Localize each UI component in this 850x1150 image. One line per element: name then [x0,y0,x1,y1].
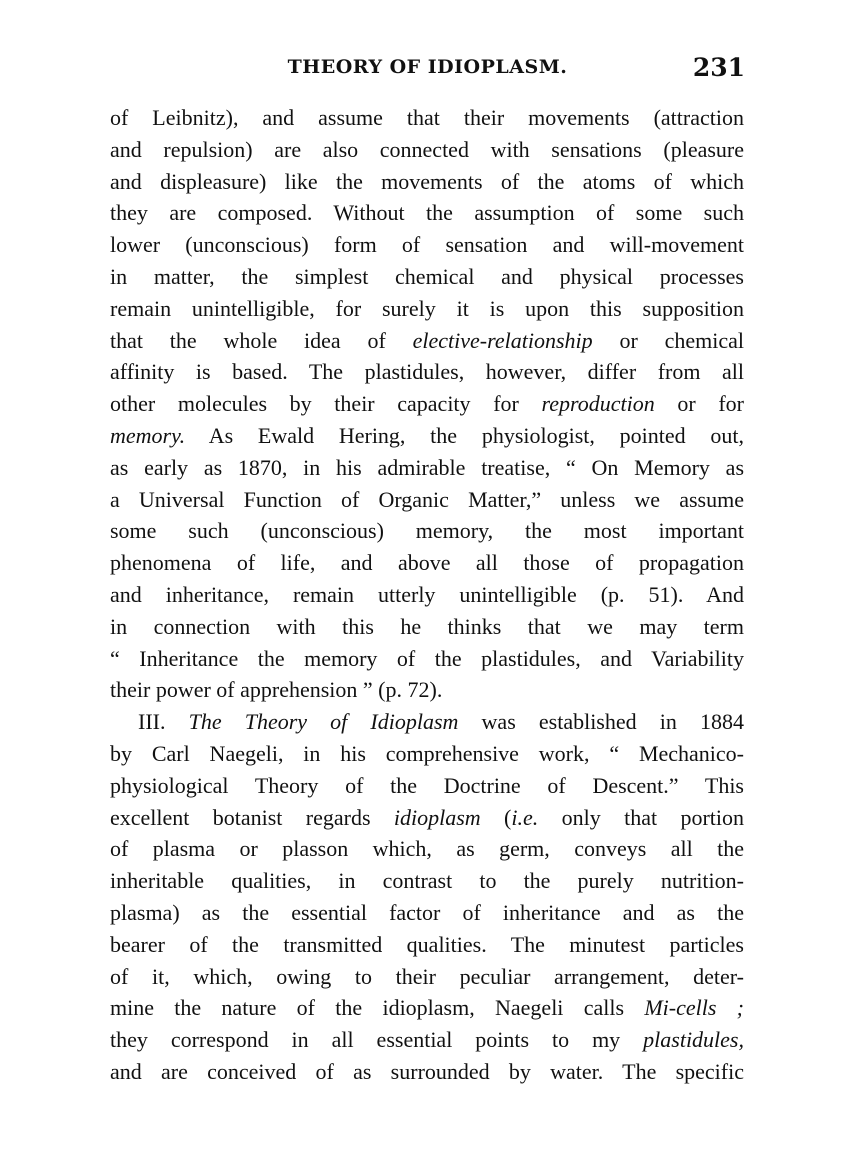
text-line [110,420,744,452]
text-segment: and are conceived of as surrounded by water. The specific [110,1058,744,1084]
text-line [110,388,744,420]
italic-text: The Theory of Idioplasm [188,709,459,735]
text-line [110,293,744,325]
text-segment: lower (unconscious) form of sensation and will-movement [110,232,744,258]
text-segment: and displeasure) like the movements of the atoms of which [110,168,744,194]
text-line [110,674,744,706]
text-segment: a Universal Function of Organic Matter,” unless we assume [110,486,744,512]
text-line [110,865,744,897]
text-line [110,992,744,1024]
text-segment: in connection with this he thinks that we may term [110,613,744,639]
text-line [110,1024,744,1056]
italic-text: i.e. [511,804,539,830]
text-line [110,166,744,198]
text-segment: excellent botanist regards [110,804,394,830]
text-line [110,452,744,484]
text-segment: bearer of the transmitted qualities. The minutest particles [110,931,744,957]
italic-text: reproduction [541,391,655,417]
text-line [110,643,744,675]
text-segment: affinity is based. The plastidules, however, differ from all [110,359,744,385]
text-line [110,515,744,547]
text-segment: phenomena of life, and above all those of propagation [110,550,744,576]
text-segment: that the whole idea of [110,327,413,353]
text-line [110,929,744,961]
text-segment: inheritable qualities, in contrast to the purely nutrition- [110,868,744,894]
text-segment: or chemical [592,327,744,353]
text-segment: they correspond in all essential points to my [110,1027,644,1053]
text-segment: in matter, the simplest chemical and physical processes [110,263,744,289]
text-segment: of it, which, owing to their peculiar arrangement, deter- [110,963,744,989]
text-segment: only that portion [538,804,744,830]
text-line [110,706,744,738]
text-line [110,229,744,261]
text-segment: of Leibnitz), and assume that their movements (attraction [110,105,744,130]
text-line [110,484,744,516]
italic-text: plastidules, [643,1027,744,1053]
text-line [110,579,744,611]
text-segment: and inheritance, remain utterly unintelligible (p. 51). And [110,581,744,607]
text-line [110,738,744,770]
page-number: 231 [692,53,745,82]
italic-text: idioplasm [393,804,481,830]
text-segment: of plasma or plasson which, as germ, conveys all the [110,836,744,862]
text-segment: ( [480,804,512,830]
text-line [110,833,744,865]
italic-text: memory. [110,422,186,448]
text-line [110,356,744,388]
text-segment: as early as 1870, in his admirable treatise, “ On Memory as [110,454,744,480]
text-segment: and repulsion) are also connected with sensations (pleasure [110,136,744,162]
text-line [110,770,744,802]
text-segment: they are composed. Without the assumption of some such [110,200,744,226]
text-segment: by Carl Naegeli, in his comprehensive work, “ Mechanico- [110,740,744,766]
body-text [110,102,744,1088]
text-line [110,611,744,643]
italic-text: Mi-cells ; [644,995,745,1021]
text-line [110,102,744,134]
text-segment: or for [654,391,744,417]
text-segment: remain unintelligible, for surely it is upon this supposition [110,295,744,321]
text-segment: was established in 1884 [458,709,744,735]
text-segment: their power of apprehension ” (p. 72). [110,677,443,703]
text-line [110,802,744,834]
text-line [110,547,744,579]
running-title: THEORY OF IDIOPLASM. [287,56,568,78]
italic-text: elective-relationship [412,327,593,353]
text-segment: some such (unconscious) memory, the most important [110,518,744,544]
text-segment: III. [138,709,189,735]
text-segment: physiological Theory of the Doctrine of Descent.” This [110,772,744,798]
running-head [110,53,745,92]
text-line [110,325,744,357]
text-segment: mine the nature of the idioplasm, Naegeli calls [110,995,645,1021]
text-line [110,261,744,293]
text-segment: plasma) as the essential factor of inheritance and as the [110,899,744,925]
text-segment: other molecules by their capacity for [110,391,542,417]
text-line [110,197,744,229]
text-line [110,897,744,929]
text-segment: As Ewald Hering, the physiologist, pointed out, [185,422,744,448]
text-line [110,134,744,166]
text-line [110,1056,744,1088]
text-line [110,961,744,993]
text-segment: “ Inheritance the memory of the plastidules, and Variability [110,645,744,671]
